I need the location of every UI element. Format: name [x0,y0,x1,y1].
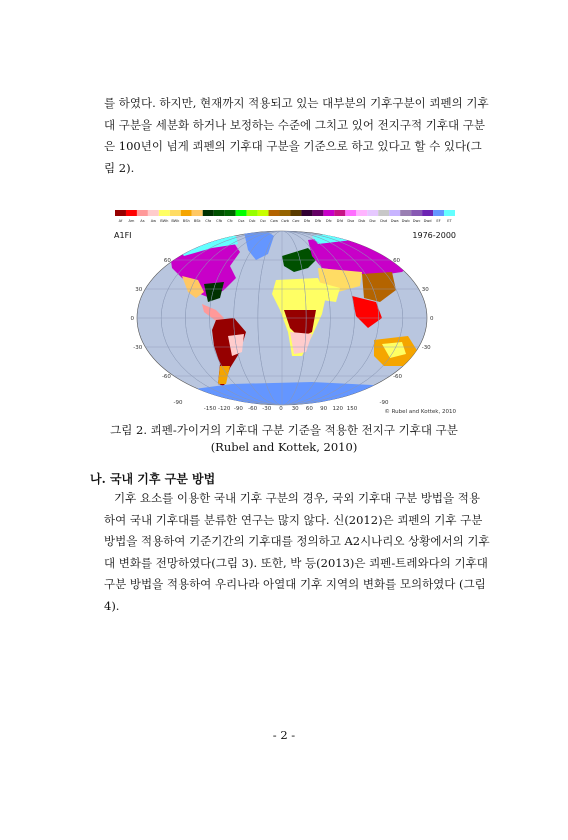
legend-label: Am [128,219,135,223]
legend-label: Dwc [412,219,421,223]
legend-label: BWh [160,219,169,223]
legend-swatch [126,210,137,216]
scenario-label: A1FI [114,231,132,240]
legend-swatch [290,210,301,216]
legend-swatch [411,210,422,216]
legend-swatch [181,210,192,216]
legend-label: BSh [182,219,190,223]
text-line: 하여 국내 기후대를 분류한 연구는 많지 않다. 신(2012)은 쾨펜의 기후 구분 [104,512,483,527]
world-climate-map-figure [112,206,458,416]
text-line: 은 100년이 넘게 쾨펜의 기후대 구분을 기준으로 하고 있다고 할 수 있다(그 [104,139,482,153]
latitude-label: -30 [133,345,143,351]
longitude-label: 120 [332,406,344,412]
asia-tundra [312,228,416,244]
legend-swatch [225,210,236,216]
legend-label: BSk [193,219,201,223]
latitude-label: 0 [430,316,434,322]
legend-swatch [236,210,247,216]
body-paragraph-2 [104,488,490,617]
legend-swatch [115,210,126,216]
figure-caption-source: (Rubel and Kottek, 2010) [210,440,358,454]
legend-swatch [214,210,225,216]
legend-label: Cwb [281,219,289,223]
legend-label: Cwa [270,219,278,223]
text-line: 4). [104,598,120,613]
text-line: 대 변화를 전망하였다(그림 3). 또한, 박 등(2013)은 쾨펜-트레와다의 기후대 [104,555,488,570]
longitude-label: 30 [291,406,299,412]
legend-label: EF [436,219,441,223]
latitude-label: 30 [421,287,429,293]
legend-label: Csc [259,219,267,223]
legend-swatch [400,210,411,216]
legend-label: As [140,219,145,223]
legend-swatch [334,210,345,216]
legend-swatch [367,210,378,216]
latitude-label: 60 [163,258,171,264]
longitude-label: -60 [248,406,258,412]
legend-label: Dsc [369,219,377,223]
legend-swatch [301,210,312,216]
text-line: 기후 요소를 이용한 국내 기후 구분의 경우, 국외 기후대 구분 방법을 적용 [114,491,481,505]
legend-label: Dwa [390,219,399,223]
longitude-label: -120 [217,406,231,412]
latitude-label: 0 [130,316,134,322]
legend-label: Cfb [216,219,223,223]
legend-swatch [312,210,323,216]
latitude-label: -30 [421,345,431,351]
legend-label: Cwc [292,219,300,223]
legend-label: Dfa [303,219,311,223]
latitude-label: 60 [393,258,401,264]
longitude-label: -150 [203,406,217,412]
longitude-label: 90 [320,406,328,412]
legend-label: BWk [171,219,180,223]
latitude-label: -60 [161,374,171,380]
body-paragraph-1 [104,93,489,179]
legend-label: Cfa [205,219,212,223]
credit-label: © Rubel and Kottek, 2010 [384,409,456,415]
legend-swatch [159,210,170,216]
legend-label: Csa [237,219,245,223]
longitude-label: -90 [379,400,389,406]
legend-swatch [323,210,334,216]
legend-swatch [444,210,455,216]
legend-labels [119,219,453,223]
page-number: - 2 - [272,728,296,742]
legend-label: Af [118,219,123,223]
longitude-label: 60 [305,406,313,412]
legend-swatch [345,210,356,216]
latitude-label: -60 [393,374,403,380]
legend-label: Csb [248,219,256,223]
text-line: 방법을 적용하여 기준기간의 기후대를 정의하고 A2시나리오 상황에서의 기후 [104,534,490,548]
legend-swatch [203,210,214,216]
legend-swatch [389,210,400,216]
legend-swatch [280,210,291,216]
legend-swatch [192,210,203,216]
legend-swatch [356,210,367,216]
period-label: 1976-2000 [412,231,456,240]
longitude-label: -90 [233,406,243,412]
legend-swatch [137,210,148,216]
legend-swatch [148,210,159,216]
longitude-label: 150 [346,406,358,412]
legend-swatch [378,210,389,216]
legend-label: Aw [150,219,157,223]
text-line: 대 구분을 세분화 하거나 보정하는 수준에 그치고 있어 전지구적 기후대 구분 [104,117,485,132]
longitude-label: 0 [279,406,283,412]
text-line: 를 하였다. 하지만, 현재까지 적용되고 있는 대부분의 기후구분이 쾨펜의 기후 [104,96,489,110]
legend-swatch [269,210,280,216]
legend-label: ET [447,219,452,223]
climate-map-svg [112,206,458,416]
legend-label: Dfd [336,219,344,223]
legend-label: Dsb [358,219,366,223]
legend-swatch [247,210,258,216]
legend-label: Dsd [380,219,388,223]
legend-swatch [258,210,269,216]
legend-label: Cfc [227,219,234,223]
legend-label: Dwd [423,219,432,223]
longitude-label: -90 [173,400,183,406]
legend-label: Dwb [401,219,410,223]
figure-caption: 그림 2. 쾨펜-가이거의 기후대 구분 기준을 적용한 전지구 기후대 구분 [110,423,458,437]
text-line: 구분 방법을 적용하여 우리나라 아열대 기후 지역의 변화를 모의하였다 (그림 [104,577,486,591]
legend-label: Dfb [314,219,322,223]
text-line: 림 2). [104,160,135,175]
legend-swatch [433,210,444,216]
latitude-label: 30 [135,287,143,293]
legend-bar [115,210,455,216]
section-heading: 나. 국내 기후 구분 방법 [90,472,216,486]
legend-swatch [422,210,433,216]
longitude-label: -30 [262,406,272,412]
legend-label: Dfc [325,219,332,223]
legend-label: Dsa [347,219,355,223]
legend-swatch [170,210,181,216]
